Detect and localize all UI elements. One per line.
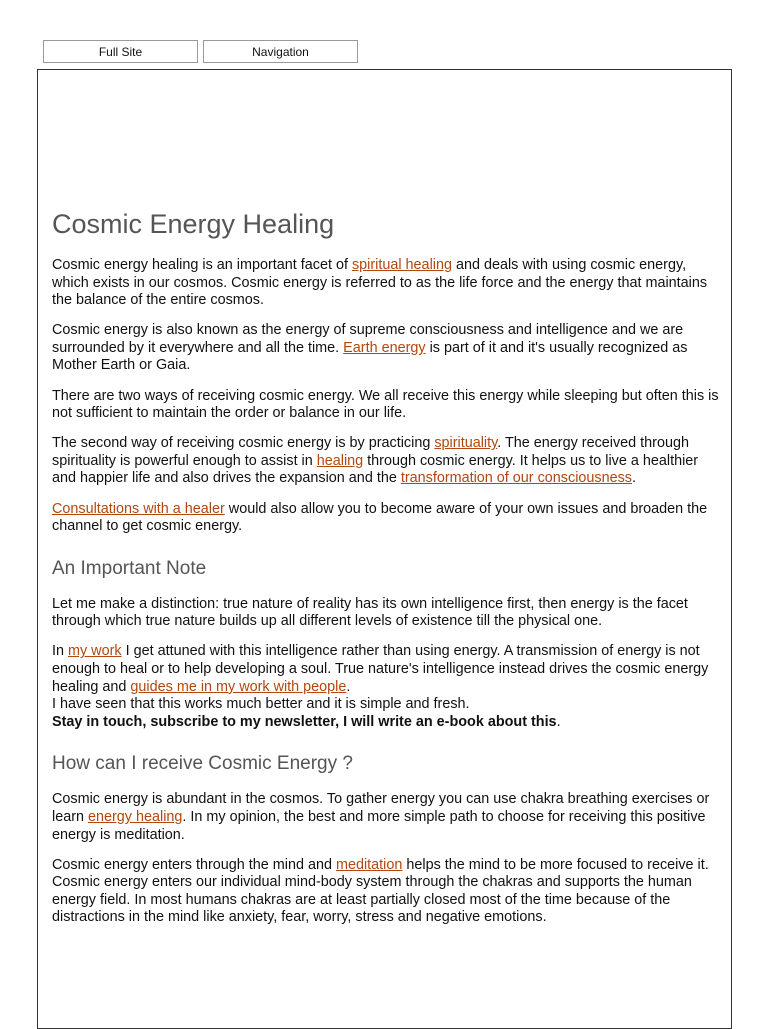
text: is part of it and it's usually recognized as Mother Earth or Gaia.	[52, 339, 688, 374]
navigation-label: Navigation	[252, 44, 309, 59]
text: The second way of receiving cosmic energy is by practicing	[52, 435, 435, 452]
link-energy-healing[interactable]: energy healing	[88, 808, 183, 825]
content-frame	[37, 69, 732, 1029]
paragraph-5	[52, 501, 722, 536]
text: through cosmic energy. It helps us to live a healthier and happier life and also drives the expansion and the	[52, 452, 699, 487]
text: . In my opinion, the best and more simple path to choose for receiving this positive energy is meditation.	[52, 808, 706, 843]
paragraph-4	[52, 435, 722, 488]
navigation-button[interactable]	[203, 40, 358, 63]
text: . The energy received through spirituality is powerful enough to assist in	[52, 435, 689, 469]
full-site-button[interactable]	[43, 40, 198, 63]
text: I have seen that this works much better and it is simple and fresh.	[52, 696, 470, 713]
link-consultations-with-healer[interactable]: Consultations with a healer	[52, 500, 225, 517]
top-navigation-bar	[43, 40, 358, 63]
paragraph-2	[52, 322, 722, 375]
link-transformation-of-consciousness[interactable]: transformation of our consciousness	[400, 470, 632, 487]
link-spiritual-healing[interactable]: spiritual healing	[351, 257, 452, 273]
section-heading-important-note: An Important Note	[52, 557, 207, 579]
link-healing[interactable]: healing	[316, 452, 364, 469]
text: .	[556, 713, 561, 730]
text: In	[52, 643, 68, 660]
section-heading-receive-cosmic-energy: How can I receive Cosmic Energy ?	[52, 753, 353, 775]
text: Cosmic energy healing is an important facet of	[52, 257, 352, 273]
link-earth-energy[interactable]: Earth energy	[343, 339, 426, 356]
link-meditation[interactable]: meditation	[335, 856, 403, 873]
paragraph-3	[52, 388, 722, 423]
link-my-work[interactable]: my work	[68, 643, 122, 660]
link-spirituality[interactable]: spirituality	[434, 435, 498, 452]
text: .	[346, 678, 351, 695]
text: and deals with using cosmic energy, which exists in our cosmos. Cosmic energy is referred to as the life force and the energy that maintains the balance of the entire cosmos.	[52, 257, 708, 309]
text: I get attuned with this intelligence rather than using energy. A transmission of energy is not enough to heal or to help developing a soul. True nature's intelligence instead drives the cosmic energy healing and	[52, 643, 709, 695]
paragraph-6	[52, 596, 722, 631]
paragraph-7	[52, 643, 722, 731]
text: helps the mind to be more focused to receive it. Cosmic energy enters our individual mind-body system through the chakras and supports the human energy field. In most humans chakras are at least partially closed most of the time because of the distractions in the mind like anxiety, fear, worry, stress and negative emotions.	[52, 856, 709, 926]
link-guides-me-in-my-work[interactable]: guides me in my work with people	[130, 678, 347, 695]
paragraph-8	[52, 791, 722, 844]
full-site-label: Full Site	[98, 44, 143, 59]
text: Cosmic energy enters through the mind and	[52, 856, 336, 873]
newsletter-callout: Stay in touch, subscribe to my newsletter, I will write an e-book about this	[52, 713, 557, 730]
page-title: Cosmic Energy Healing	[52, 209, 335, 239]
paragraph-1	[52, 257, 722, 310]
paragraph-9	[52, 857, 722, 927]
text: There are two ways of receiving cosmic energy. We all receive this energy while sleeping but often this is not sufficient to maintain the order or balance in our life.	[52, 387, 719, 422]
text: Cosmic energy is also known as the energy of supreme consciousness and intelligence and we are surrounded by it everywhere and all the time.	[52, 322, 684, 356]
text: Let me make a distinction: true nature of reality has its own intelligence first, then energy is the facet through which true nature builds up all different levels of existence till the physical one.	[52, 595, 688, 630]
article	[52, 208, 722, 940]
text: .	[632, 470, 636, 487]
text: Cosmic energy is abundant in the cosmos. To gather energy you can use chakra breathing exercises or learn	[52, 791, 710, 825]
text: would also allow you to become aware of your own issues and broaden the channel to get cosmic energy.	[52, 500, 708, 535]
